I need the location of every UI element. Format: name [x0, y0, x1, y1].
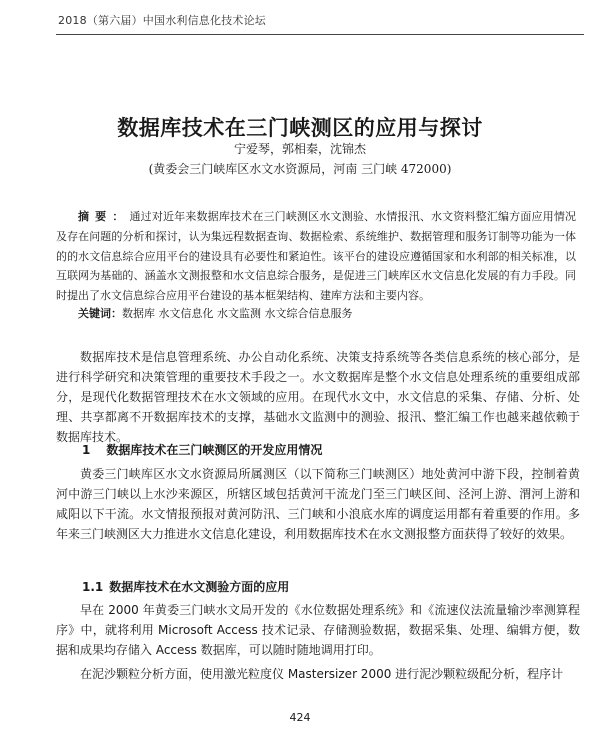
- authors: 宁爱琴，郭相秦，沈锦杰: [233, 142, 366, 156]
- keywords: [78, 305, 578, 321]
- body-paragraph: 数据库技术是信息管理系统、办公自动化系统、决策支持系统等各类信息系统的核心部分，是进行科学研究和决策管理的重要技术手段之一。水文数据库是整个水文信息处理系统的重要组成部分，是现代化数据管理技术在水文领域的应用。在现代水文中，水文信息的采集、存储、分析、处理、共享都离不开数据库技术的支撑，基础水文监测中的测验、报汛、整汇编工作也越来越依赖于数据库技术。: [56, 350, 580, 444]
- affiliation: (黄委会三门峡库区水文水资源局，河南 三门峡 472000): [148, 162, 452, 176]
- body-paragraph: 早在 2000 年黄委三门峡水文局开发的《水位数据处理系统》和《流速仪法流量输沙率测算程序》中，就将利用 Microsoft Access 技术记录、存储测验数据，数据采集、处理、编辑方便，数据和成果均存储入 Access 数据库，可以随时随地调用打印。: [56, 603, 580, 657]
- page-number: 424: [289, 711, 311, 724]
- keywords-text: 数据库 水文信息化 水文监测 水文综合信息服务: [122, 307, 353, 320]
- subsection-heading: [82, 578, 289, 595]
- keywords-label: 关键词：: [78, 307, 122, 320]
- section-heading: [82, 441, 322, 458]
- running-header: 2018（第六届）中国水利信息化技术论坛: [58, 14, 266, 27]
- abstract: [56, 207, 576, 306]
- body-paragraph: 黄委三门峡库区水文水资源局所属测区（以下简称三门峡测区）地处黄河中游下段，控制着黄河中游三门峡以上水沙来源区，所辖区域包括黄河干流龙门至三门峡区间、泾河上游、渭河上游和咸阳以下干流。水文情报预报对黄河防汛、三门峡和小浪底水库的调度运用都有着重要的作用。多年来三门峡测区大力推进水文信息化建设，利用数据库技术在水文测报整方面获得了较好的效果。: [56, 467, 580, 541]
- abstract-text: 通过对近年来数据库技术在三门峡测区水文测验、水情报汛、水文资料整汇编方面应用情况及存在问题的分析和探讨，认为集远程数据查询、数据检索、系统维护、数据管理和服务订制等功能为一体的的水文信息综合应用平台的建设具有必要性和紧迫性。该平台的建设应遵循国家和水利部的相关标准，以互联网为基础的、涵盖水文测报整和水文信息综合服务，是促进三门峡库区水文信息化发展的有力手段。同时提出了水文信息综合应用平台建设的基本框架结构、建库方法和主要内容。: [56, 210, 576, 303]
- section-title: 数据库技术在三门峡测区的开发应用情况: [106, 443, 323, 457]
- header-rule: [56, 34, 584, 35]
- subsection-title: 数据库技术在水文测验方面的应用: [109, 580, 290, 594]
- subsection-number: 1.1: [82, 580, 104, 594]
- abstract-label: 摘要：: [78, 210, 130, 223]
- section-number: 1: [82, 443, 91, 457]
- body-paragraph: 在泥沙颗粒分析方面，使用激光粒度仪 Mastersizer 2000 进行泥沙颗粒级配分析，程序计: [80, 667, 564, 681]
- paper-title: 数据库技术在三门峡测区的应用与探讨: [117, 115, 483, 140]
